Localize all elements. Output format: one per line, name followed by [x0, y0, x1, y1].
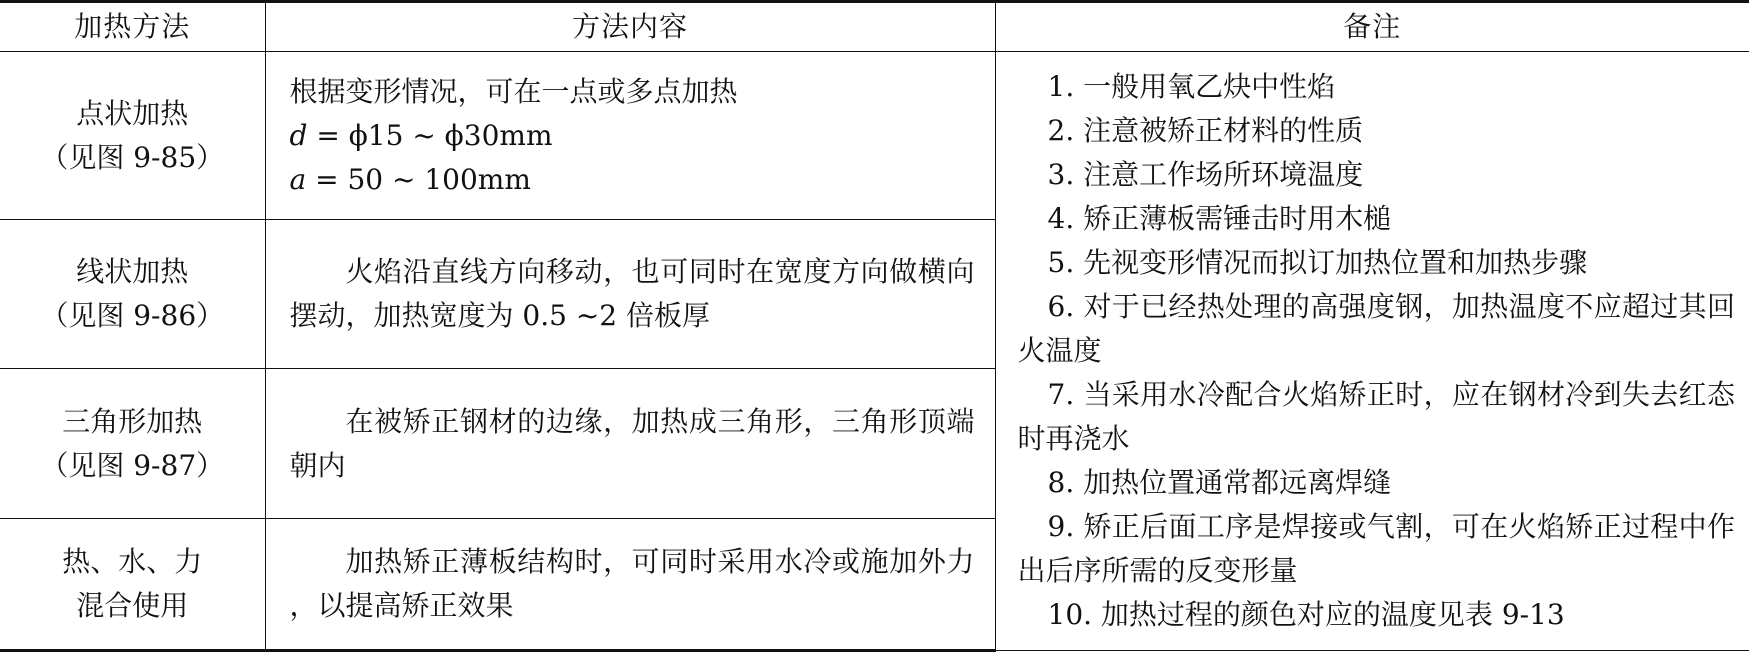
method-cell [0, 52, 265, 220]
content-cell [265, 369, 995, 519]
method-figure-ref: （见图 9-87） [40, 448, 225, 482]
content-line: 加热矫正薄板结构时，可同时采用水冷或施加外力 ，以提高矫正效果 [289, 545, 975, 622]
table-row [0, 52, 1749, 220]
note-item: 4. 矫正薄板需锤击时用木槌 [1047, 202, 1392, 235]
content-line: 根据变形情况，可在一点或多点加热 [289, 74, 738, 108]
method-figure-ref: （见图 9-85） [40, 140, 225, 174]
note-item: 9. 矫正后面工序是焊接或气割，可在火焰矫正过程中作出后序所需的反变形量 [1017, 510, 1735, 587]
note-item: 5. 先视变形情况而拟订加热位置和加热步骤 [1047, 246, 1588, 279]
content-formula-a: a = 50 ~ 100mm [289, 162, 531, 196]
method-cell [0, 519, 265, 651]
content-cell [265, 52, 995, 220]
note-item: 3. 注意工作场所环境温度 [1047, 158, 1364, 191]
note-item: 8. 加热位置通常都远离焊缝 [1047, 466, 1392, 499]
method-name: 线状加热 [76, 255, 189, 288]
method-name: 热、水、力 [62, 545, 203, 578]
notes-cell [995, 52, 1749, 651]
method-name: 点状加热 [76, 96, 189, 130]
note-item: 10. 加热过程的颜色对应的温度见表 9-13 [1047, 598, 1565, 631]
content-cell [265, 519, 995, 651]
method-cell [0, 220, 265, 369]
content-line: 火焰沿直线方向移动，也可同时在宽度方向做横向摆动，加热宽度为 0.5 ~2 倍板厚 [289, 255, 975, 332]
method-name-2: 混合使用 [76, 589, 189, 622]
content-line: 在被矫正钢材的边缘，加热成三角形，三角形顶端朝内 [289, 404, 975, 482]
note-item: 6. 对于已经热处理的高强度钢，加热温度不应超过其回火温度 [1017, 290, 1735, 367]
note-item: 1. 一般用氧乙炔中性焰 [1047, 70, 1336, 103]
header-notes: 备注 [995, 2, 1749, 52]
method-cell [0, 369, 265, 519]
content-formula-d: d = ϕ15 ~ ϕ30mm [289, 118, 553, 152]
method-name: 三角形加热 [62, 404, 203, 438]
content-cell [265, 220, 995, 369]
table-header-row [0, 2, 1749, 52]
note-item: 7. 当采用水冷配合火焰矫正时，应在钢材冷到失去红态时再浇水 [1017, 378, 1735, 455]
note-item: 2. 注意被矫正材料的性质 [1047, 114, 1364, 147]
method-figure-ref: （见图 9-86） [40, 299, 225, 332]
header-heating-method: 加热方法 [0, 2, 265, 52]
header-method-content: 方法内容 [265, 2, 995, 52]
